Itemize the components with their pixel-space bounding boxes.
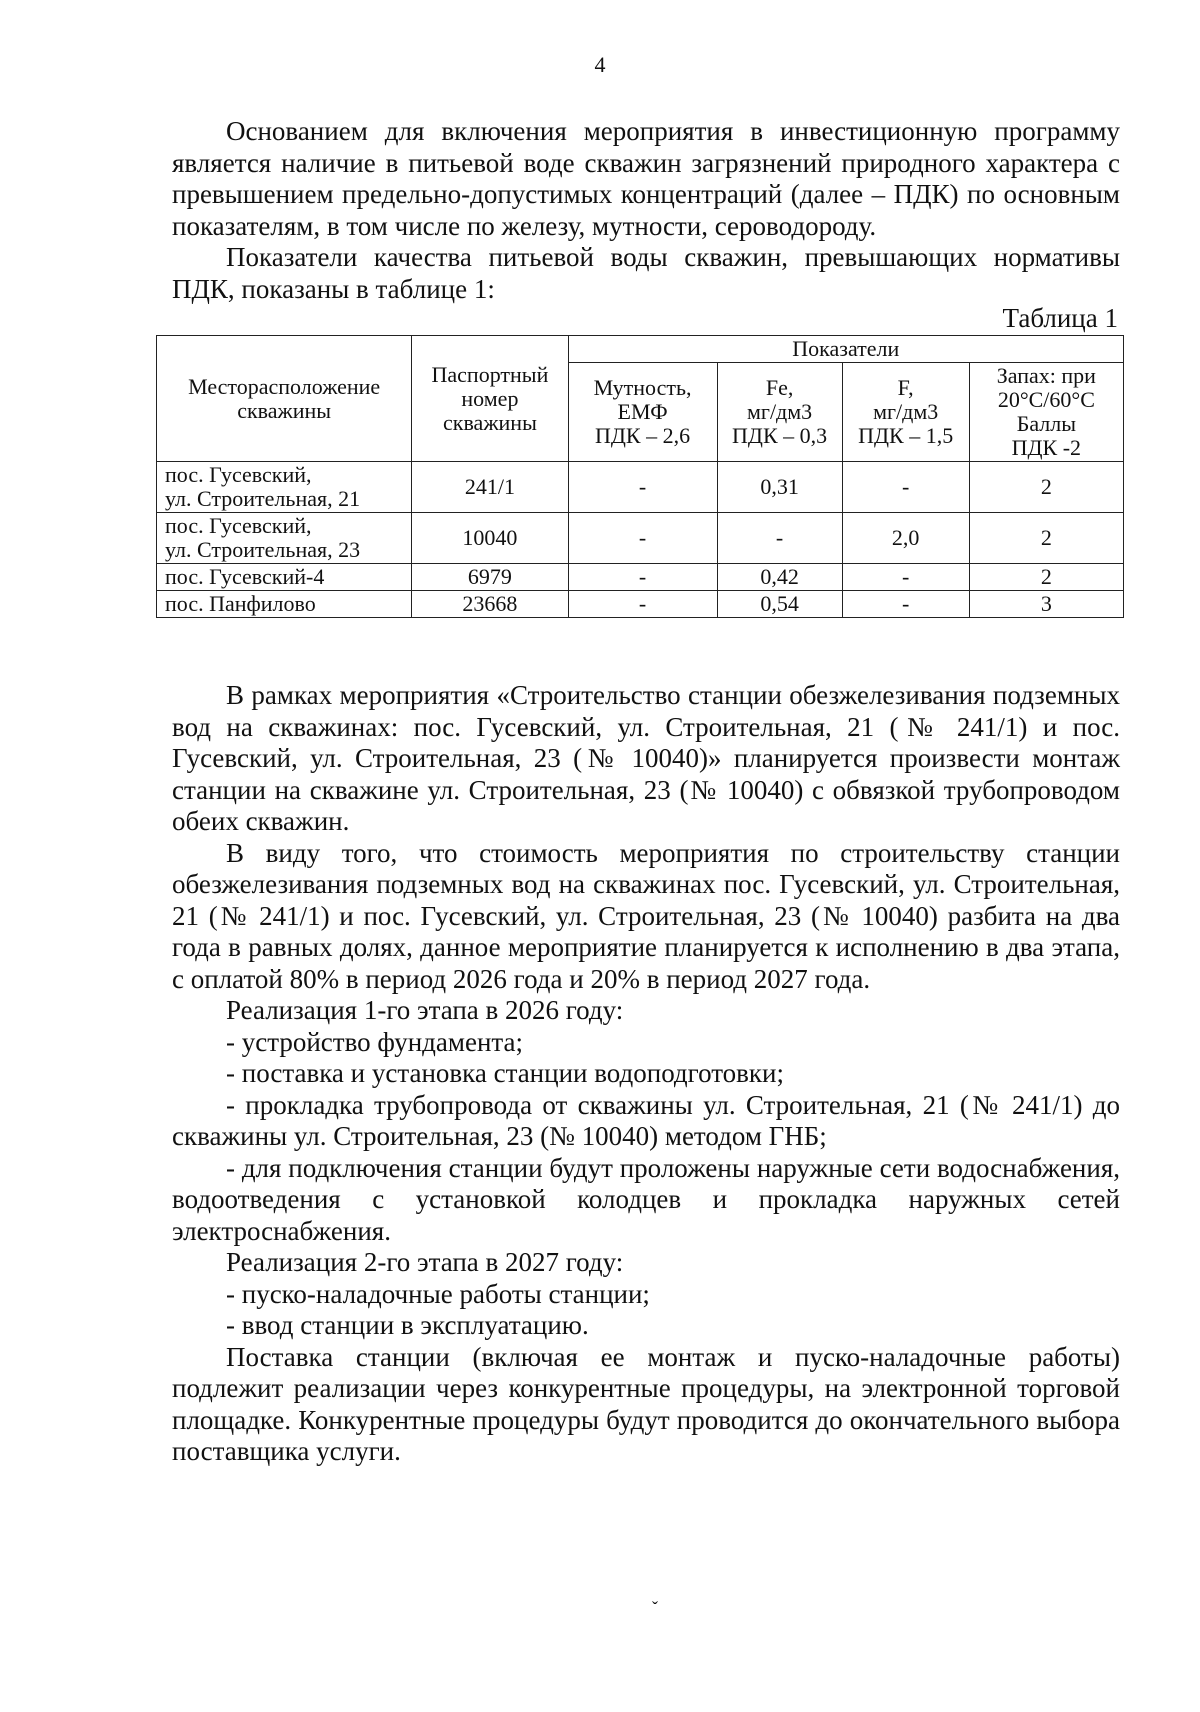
cell-smell: 2 [969, 462, 1123, 513]
cell-smell: 3 [969, 591, 1123, 618]
location-line: пос. Гусевский, [165, 513, 312, 538]
cell-passport: 10040 [412, 513, 568, 564]
header-fe [717, 363, 842, 462]
cell-fe: 0,42 [717, 564, 842, 591]
header-line: ЕМФ [617, 399, 668, 424]
cell-location [157, 513, 412, 564]
header-line: Fe, [765, 375, 794, 400]
body-paragraph: Реализация 2-го этапа в 2027 году: [226, 1247, 624, 1277]
header-location: Месторасположение скважины [157, 336, 412, 462]
cell-f: - [842, 591, 969, 618]
page-number: 4 [594, 52, 606, 77]
cell-f: - [842, 462, 969, 513]
location-line: ул. Строительная, 23 [165, 537, 361, 562]
intro-paragraph: Основанием для включения мероприятия в инвестиционную программу является наличие в питьевой воде скважин загрязнений природного характера с превышением предельно-допустимых концентраций (далее – ПДК) по основным показателям, в том числе по железу, мутности, сероводороду. [172, 116, 1120, 241]
cell-passport: 6979 [412, 564, 568, 591]
cell-f: 2,0 [842, 513, 969, 564]
table-row [157, 513, 1124, 564]
body-paragraph: В рамках мероприятия «Строительство станции обезжелезивания подземных вод на скважинах: пос. Гусевский, ул. Строительная, 21 (№ 241/1) и пос. Гусевский, ул. Строительная, 23 (№ 10040)» планируется произвести монтаж станции на скважине ул. Строительная, 23 (№ 10040) с обвязкой трубопроводом обеих скважин. [172, 680, 1120, 836]
location-line: пос. Гусевский, [165, 462, 312, 487]
cell-fe: - [717, 513, 842, 564]
intro-paragraph: Показатели качества питьевой воды скважин, превышающих нормативы ПДК, показаны в таблице 1: [172, 242, 1120, 304]
bottom-mark: ˇ [652, 1598, 658, 1618]
water-quality-table [156, 335, 1124, 618]
header-line: Запах: при [996, 363, 1096, 388]
header-line: Мутность, [593, 375, 692, 400]
body-paragraph: - поставка и установка станции водоподготовки; [226, 1058, 784, 1088]
body-paragraph: - для подключения станции будут проложены наружные сети водоснабжения, водоотведения с установкой колодцев и прокладка наружных сетей электроснабжения. [172, 1152, 1120, 1246]
header-smell [969, 363, 1123, 462]
header-line: ПДК – 1,5 [858, 423, 954, 448]
cell-passport: 241/1 [412, 462, 568, 513]
cell-turbidity: - [568, 462, 717, 513]
location-line: пос. Панфилово [165, 591, 316, 616]
cell-turbidity: - [568, 564, 717, 591]
body-paragraph: В виду того, что стоимость мероприятия по строительству станции обезжелезивания подземных вод на скважинах пос. Гусевский, ул. Строительная, 21 (№ 241/1) и пос. Гусевский, ул. Строительная, 23 (№ 10040) разбита на два года в равных долях, данное мероприятие планируется к исполнению в два этапа, с оплатой 80% в период 2026 года и 20% в период 2027 года. [172, 837, 1120, 994]
cell-turbidity: - [568, 513, 717, 564]
location-line: ул. Строительная, 21 [165, 486, 361, 511]
header-line: Баллы [1016, 411, 1077, 436]
table-row [157, 462, 1124, 513]
header-line: мг/дм3 [747, 399, 813, 424]
body-text [172, 680, 1120, 1468]
header-passport: Паспортный номер скважины [412, 336, 568, 462]
cell-fe: 0,54 [717, 591, 842, 618]
cell-location [157, 462, 412, 513]
table-body [157, 462, 1124, 618]
header-line: 20°С/60°С [997, 387, 1095, 412]
body-paragraph: - прокладка трубопровода от скважины ул. Строительная, 21 (№ 241/1) до скважины ул. Строительная, 23 (№ 10040) методом ГНБ; [172, 1089, 1120, 1151]
header-line: мг/дм3 [873, 399, 939, 424]
intro-text [172, 116, 1120, 305]
body-paragraph: Поставка станции (включая ее монтаж и пуско-наладочные работы) подлежит реализации через конкурентные процедуры, на электронной торговой площадке. Конкурентные процедуры будут проводится до окончательного выбора поставщика услуги. [172, 1341, 1120, 1466]
table-header-row [157, 336, 1124, 363]
header-f [842, 363, 969, 462]
cell-location [157, 564, 412, 591]
cell-f: - [842, 564, 969, 591]
header-line: ПДК – 2,6 [595, 423, 691, 448]
cell-turbidity: - [568, 591, 717, 618]
table-row [157, 591, 1124, 618]
cell-location [157, 591, 412, 618]
header-turbidity [568, 363, 717, 462]
header-line: ПДК -2 [1011, 435, 1082, 460]
cell-smell: 2 [969, 513, 1123, 564]
body-paragraph: - устройство фундамента; [226, 1026, 524, 1057]
location-line: пос. Гусевский-4 [165, 564, 325, 589]
table-caption: Таблица 1 [1002, 303, 1118, 333]
header-indicators: Показатели [568, 336, 1123, 363]
cell-smell: 2 [969, 564, 1123, 591]
body-paragraph: - пуско-наладочные работы станции; [226, 1278, 650, 1309]
table-row [157, 564, 1124, 591]
cell-fe: 0,31 [717, 462, 842, 513]
body-paragraph: Реализация 1-го этапа в 2026 году: [226, 995, 624, 1025]
header-line: ПДК – 0,3 [732, 423, 828, 448]
header-line: F, [897, 375, 914, 400]
cell-passport: 23668 [412, 591, 568, 618]
body-paragraph: - ввод станции в эксплуатацию. [226, 1310, 589, 1340]
